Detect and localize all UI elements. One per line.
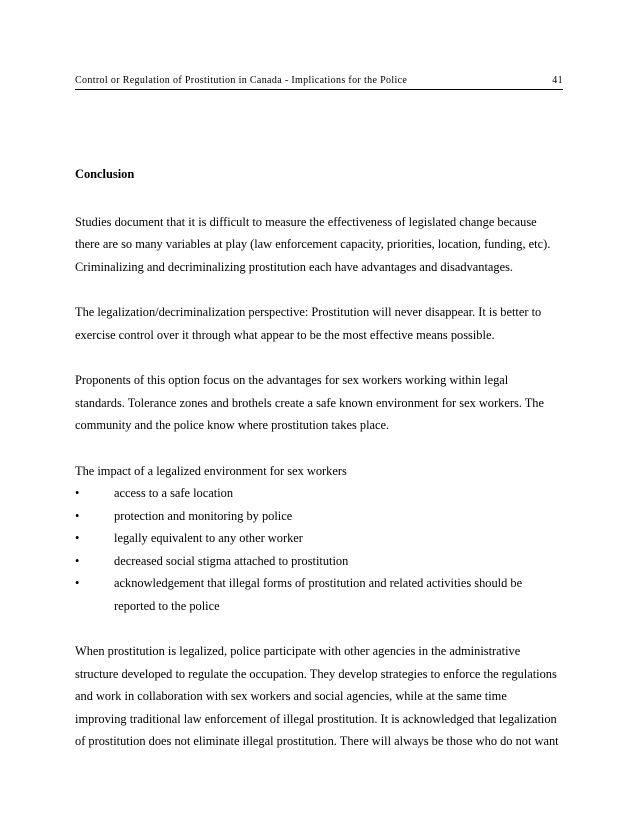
list-intro: The impact of a legalized environment for sex workers <box>75 463 347 478</box>
paragraph-legalization-perspective: The legalization/decriminalization perspective: Prostitution will never disappear. It is better to exercise control over it through what appear to be the most effective means possible. <box>75 305 542 342</box>
bullet-icon: • <box>75 486 80 500</box>
list-item <box>75 572 567 617</box>
list-item <box>75 505 567 528</box>
section-heading: Conclusion <box>75 167 135 181</box>
impact-list <box>75 482 567 617</box>
bullet-icon: • <box>75 553 80 568</box>
list-item <box>75 550 567 573</box>
list-item-text: legally equivalent to any other worker <box>114 531 303 545</box>
bullet-icon: • <box>75 576 80 590</box>
paragraph-studies: Studies document that it is difficult to measure the effectiveness of legislated change because there are so many variables at play (law enforcement capacity, priorities, location, funding, etc). Criminalizing and decriminalizing prostitution each have advantages and disadvantages. <box>75 214 551 274</box>
running-header <box>75 73 563 90</box>
running-header-title: Control or Regulation of Prostitution in Canada - Implications for the Police <box>75 75 408 86</box>
bullet-icon: • <box>75 508 80 523</box>
list-item-text: access to a safe location <box>114 486 234 500</box>
list-item-text: decreased social stigma attached to prostitution <box>114 553 349 568</box>
list-item <box>75 527 567 550</box>
list-item-text: protection and monitoring by police <box>114 508 293 523</box>
page-number: 41 <box>552 75 563 86</box>
list-item-text: acknowledgement that illegal forms of prostitution and related activities should be reported to the police <box>114 576 523 613</box>
paragraph-proponents: Proponents of this option focus on the advantages for sex workers working within legal standards. Tolerance zones and brothels create a safe known environment for sex workers. The community and the police know where prostitution takes place. <box>75 373 545 432</box>
paragraph-closing: When prostitution is legalized, police participate with other agencies in the administrative structure developed to regulate the occupation. They develop strategies to enforce the regulations and work in collaboration with sex workers and social agencies, while at the same time improving traditional law enforcement of illegal prostitution. It is acknowledged that legalization of prostitution does not eliminate illegal prostitution. There will always be those who do not want <box>75 644 559 748</box>
bullet-icon: • <box>75 531 80 545</box>
document-body <box>75 163 567 753</box>
list-item <box>75 482 567 505</box>
